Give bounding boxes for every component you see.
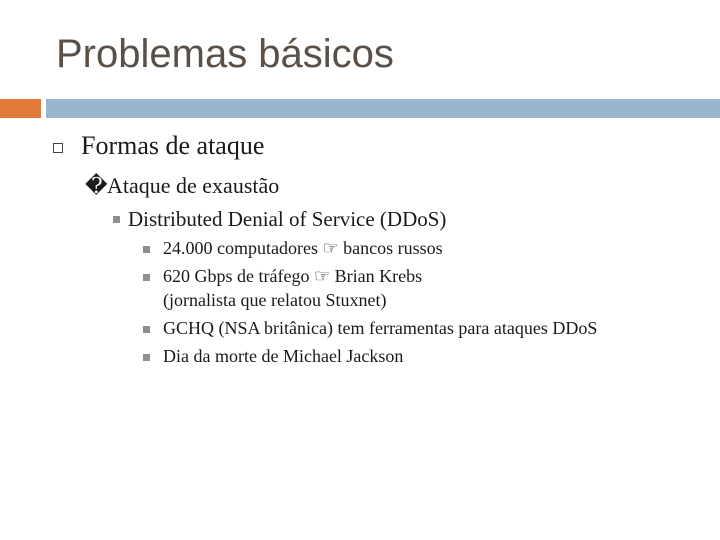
bullet-level4-item: Dia da morte de Michael Jackson bbox=[163, 346, 404, 366]
accent-bar bbox=[0, 99, 41, 118]
bullet-filled-square-icon bbox=[143, 274, 150, 281]
bullet-filled-square-icon bbox=[143, 326, 150, 333]
bullet-level4-item: 620 Gbps de tráfego ☞ Brian Krebs bbox=[163, 266, 423, 286]
bullet-level4-item: 24.000 computadores ☞ bancos russos bbox=[163, 238, 443, 258]
bullet-level4-continuation: (jornalista que relatou Stuxnet) bbox=[163, 290, 387, 310]
bullet-level4-item: GCHQ (NSA britânica) tem ferramentas para ataques DDoS bbox=[163, 318, 598, 338]
bullet-filled-square-icon bbox=[113, 216, 120, 223]
slide-title: Problemas básicos bbox=[56, 32, 394, 76]
bullet-level3: Distributed Denial of Service (DDoS) bbox=[128, 207, 447, 231]
bullet-level2: Ataque de exaustão bbox=[107, 173, 280, 198]
bullet-filled-square-icon bbox=[143, 354, 150, 361]
missing-glyph-marker: � bbox=[85, 173, 108, 198]
bullet-square-icon bbox=[53, 143, 63, 153]
title-divider-bar bbox=[46, 99, 720, 118]
bullet-level1: Formas de ataque bbox=[81, 131, 265, 160]
bullet-filled-square-icon bbox=[143, 246, 150, 253]
